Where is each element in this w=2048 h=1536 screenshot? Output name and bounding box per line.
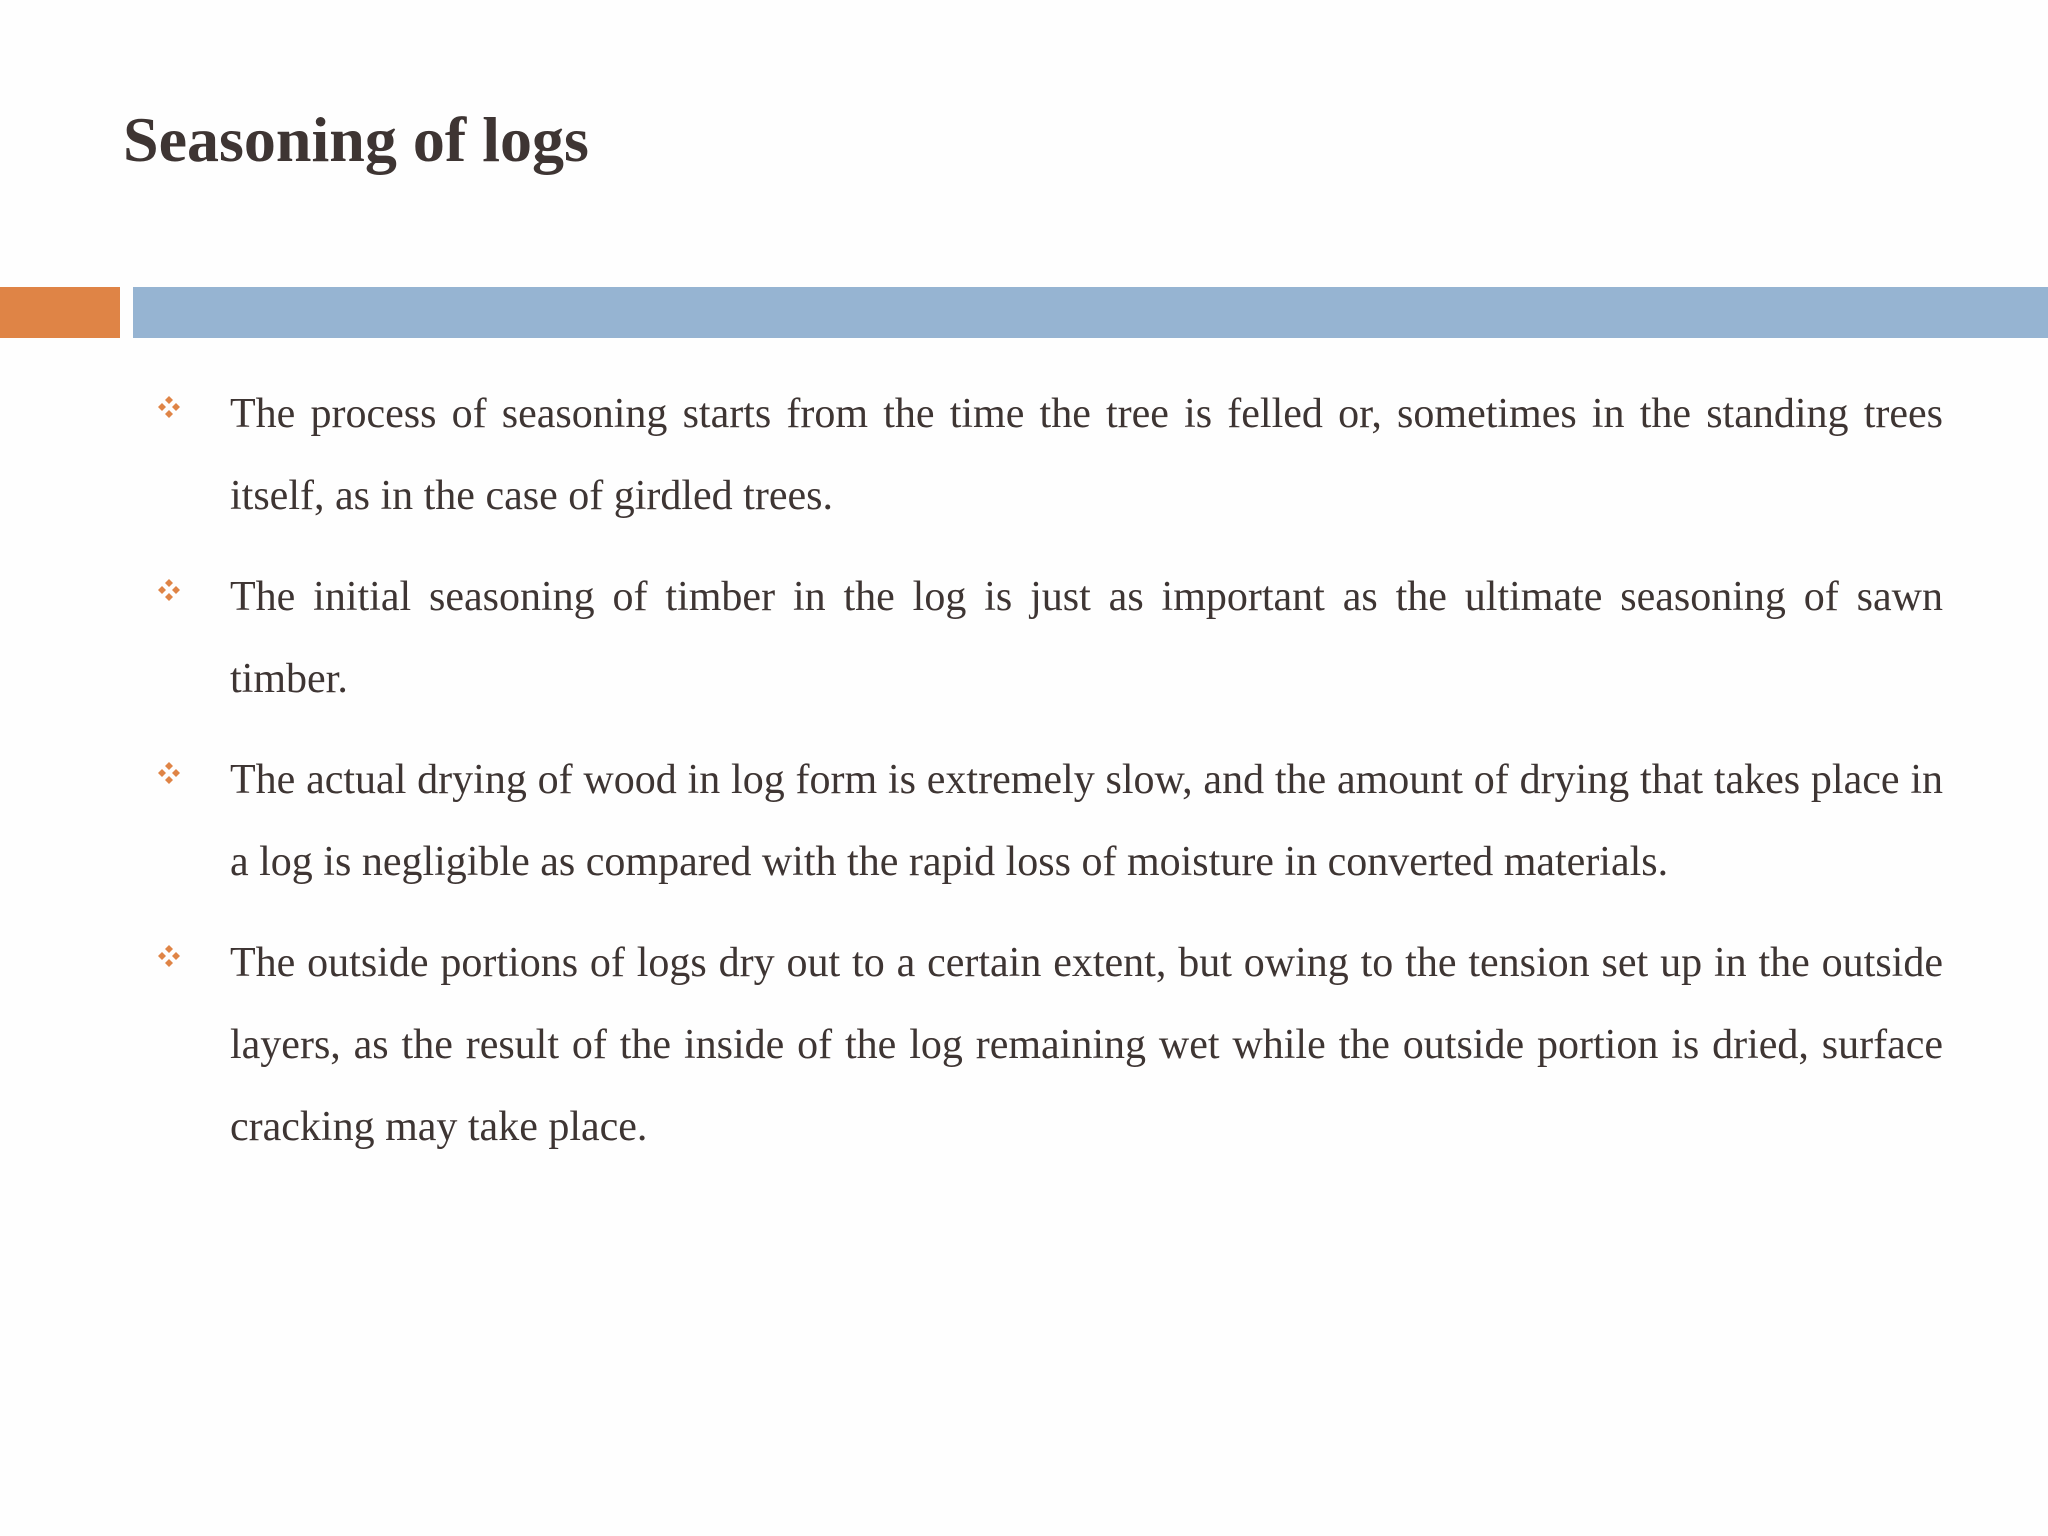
- bullet-item-3: [0, 739, 2048, 903]
- bullet-item-2: [0, 556, 2048, 720]
- bullet-diamond: [158, 952, 166, 960]
- bullet-diamond: [165, 396, 173, 404]
- bullet-diamond: [165, 762, 173, 770]
- bullet-diamond: [165, 579, 173, 587]
- bullet-diamond: [158, 586, 166, 594]
- bullet-diamond: [165, 776, 173, 784]
- bullet-text-2: The initial seasoning of timber in the log is just as important as the ultimate seasoning of sawn timber.: [230, 574, 1943, 702]
- bullet-diamond: [172, 769, 180, 777]
- bullet-list: [0, 373, 2048, 1187]
- bullet-diamond: [165, 593, 173, 601]
- four-diamond-bullet-icon: [157, 944, 181, 968]
- bullet-diamond: [165, 410, 173, 418]
- bullet-diamond: [158, 769, 166, 777]
- bullet-diamond: [172, 586, 180, 594]
- bullet-item-4: [0, 922, 2048, 1168]
- bullet-diamond: [172, 952, 180, 960]
- bullet-diamond: [172, 403, 180, 411]
- bullet-text-1: The process of seasoning starts from the time the tree is felled or, sometimes in the standing trees itself, as in the case of girdled trees.: [230, 391, 1943, 519]
- bullet-item-1: [0, 373, 2048, 537]
- bullet-text-3: The actual drying of wood in log form is extremely slow, and the amount of drying that takes place in a log is negligible as compared with the rapid loss of moisture in converted materials.: [230, 757, 1943, 885]
- bullet-text-4: The outside portions of logs dry out to a certain extent, but owing to the tension set up in the outside layers, as the result of the inside of the log remaining wet while the outside portion is dried, surface cracking may take place.: [230, 940, 1943, 1150]
- four-diamond-bullet-icon: [157, 395, 181, 419]
- bullet-diamond: [165, 959, 173, 967]
- four-diamond-bullet-icon: [157, 578, 181, 602]
- bullet-diamond: [165, 945, 173, 953]
- four-diamond-bullet-icon: [157, 761, 181, 785]
- bullet-diamond: [158, 403, 166, 411]
- orange-accent-bar: [0, 287, 120, 338]
- slide-title: Seasoning of logs: [123, 104, 589, 175]
- blue-title-rule: [133, 287, 2048, 338]
